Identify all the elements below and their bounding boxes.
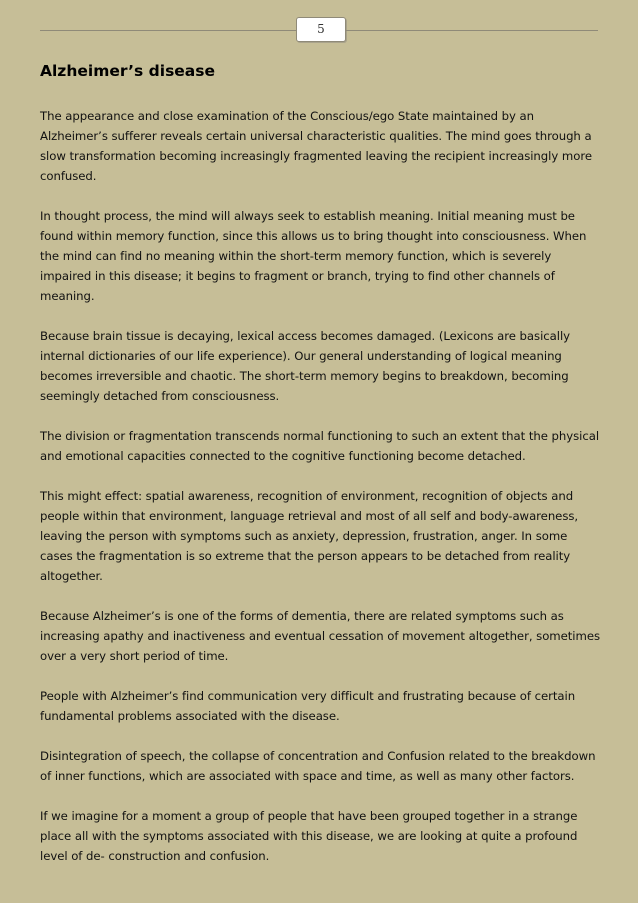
paragraph: In thought process, the mind will always seek to establish meaning. Initial meaning must be found within memory function, since this allows us to bring thought into consciousness. When the mind can find no meaning within the short-term memory function, which is severely impaired in this disease; it begins to fragment or branch, trying to find other channels of meaning. bbox=[40, 209, 587, 303]
header-rule-left bbox=[40, 30, 296, 31]
paragraph: Because Alzheimer’s is one of the forms of dementia, there are related symptoms such as increasing apathy and inactiveness and eventual cessation of movement altogether, sometimes over a very short period of time. bbox=[40, 609, 601, 663]
header-rule-right bbox=[346, 30, 598, 31]
paragraph: The appearance and close examination of the Conscious/ego State maintained by an Alzheimer’s sufferer reveals certain universal characteristic qualities. The mind goes through a slow transformation becoming increasingly fragmented leaving the recipient increasingly more confused. bbox=[40, 109, 592, 183]
page-number: 5 bbox=[296, 17, 346, 42]
paragraph: This might effect: spatial awareness, recognition of environment, recognition of objects and people within that environment, language retrieval and most of all self and body-awareness, leaving the person with symptoms such as anxiety, depression, frustration, anger. In some cases the fragmentation is so extreme that the person appears to be detached from reality altogether. bbox=[40, 489, 579, 583]
section-title: Alzheimer’s disease bbox=[40, 62, 216, 80]
paragraph: If we imagine for a moment a group of people that have been grouped together in a strange place all with the symptoms associated with this disease, we are looking at quite a profound level of de- construction and confusion. bbox=[40, 809, 578, 863]
paragraph: Disintegration of speech, the collapse of concentration and Confusion related to the breakdown of inner functions, which are associated with space and time, as well as many other factors. bbox=[40, 749, 596, 783]
paragraph: Because brain tissue is decaying, lexical access becomes damaged. (Lexicons are basically internal dictionaries of our life experience). Our general understanding of logical meaning becomes irreversible and chaotic. The short-term memory begins to breakdown, becoming seemingly detached from consciousness. bbox=[40, 329, 571, 403]
body-text bbox=[40, 106, 600, 886]
paragraph: The division or fragmentation transcends normal functioning to such an extent that the physical and emotional capacities connected to the cognitive functioning become detached. bbox=[40, 429, 600, 463]
paragraph: People with Alzheimer’s find communication very difficult and frustrating because of certain fundamental problems associated with the disease. bbox=[40, 689, 576, 723]
